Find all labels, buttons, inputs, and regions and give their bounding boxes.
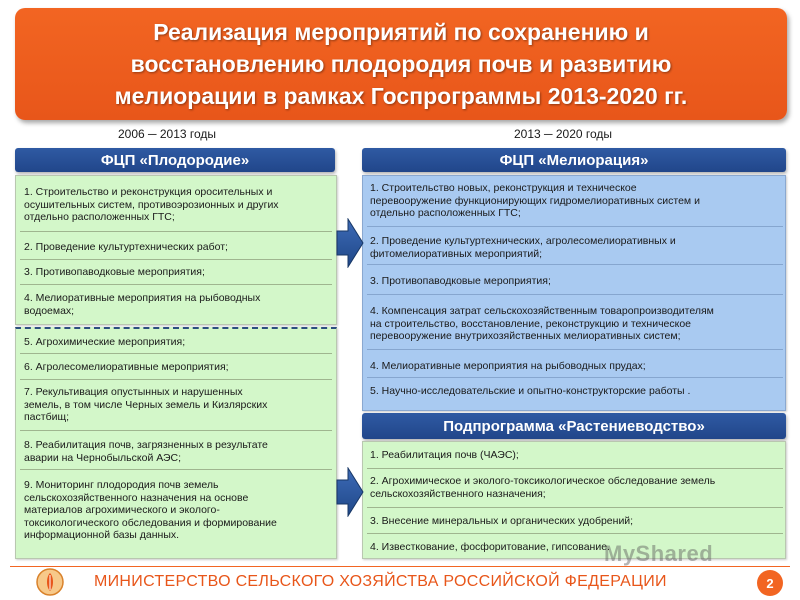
list-item: 9. Мониторинг плодородия почв земель сельскохозяйственного назначения на основе материалов агрохимического и эколого- токсикологического обследования и формирование информационной базы данных. [24,479,277,541]
watermark [604,541,713,567]
list-item: 1. Строительство и реконструкция оросительных и осушительных систем, противоэрозионных и других отдельно расположенных ГТС; [24,186,279,223]
list-item: 3. Противопаводковые мероприятия; [24,266,205,278]
divider [20,469,332,470]
divider [367,294,783,295]
list-item: 3. Противопаводковые мероприятия; [370,275,551,287]
right-program-header [362,148,786,172]
arrow-right-icon [336,218,364,268]
right-program-box [362,175,786,411]
list-item: 6. Агролесомелиоративные мероприятия; [24,361,229,373]
divider [367,377,783,378]
period-right: 2013 ─ 2020 годы [514,127,613,141]
footer-divider [10,566,790,567]
divider [367,533,783,534]
list-item: 4. Мелиоративные мероприятия на рыбоводных водоемах; [24,292,261,317]
divider [20,259,332,260]
title-banner [15,8,787,120]
list-item: 1. Реабилитация почв (ЧАЭС); [370,449,519,461]
arrow-right-icon [336,467,364,517]
ministry-emblem-icon [36,568,64,596]
watermark-text: MyShared [604,541,714,566]
right-program-title: ФЦП «Мелиорация» [499,151,649,169]
left-bottom-box [15,327,337,559]
list-item: 1. Строительство новых, реконструкция и техническое перевооружение функционирующих гидромелиоративных систем и отдельно расположенных ГТС; [370,182,700,219]
list-item: 3. Внесение минеральных и органических удобрений; [370,515,634,527]
left-top-box [15,175,337,325]
list-item: 2. Проведение культуртехнических, агролесомелиоративных и фитомелиоративных мероприятий; [370,235,676,260]
list-item: 5. Научно-исследовательские и опытно-конструкторские работы . [370,385,691,397]
list-item: 2. Агрохимическое и эколого-токсикологическое обследование земель сельскохозяйственного назначения; [370,475,716,500]
subprogram-box [362,441,786,559]
list-item: 4. Известкование, фосфоритование, гипсование. [370,541,610,553]
page-title: Реализация мероприятий по сохранению и восстановлению плодородия почв и развитию мелиорации в рамках Госпрограммы 2013-2020 гг. [114,19,688,109]
subprogram-header [362,413,786,439]
divider [367,226,783,227]
list-item: 7. Рекультивация опустынных и нарушенных земель, в том числе Черных земель и Кизлярских пастбищ; [24,386,268,423]
divider [367,349,783,350]
list-item: 5. Агрохимические мероприятия; [24,336,186,348]
period-left: 2006 ─ 2013 годы [118,127,217,141]
divider [20,379,332,380]
divider [20,430,332,431]
list-item: 4. Компенсация затрат сельскохозяйственным товаропроизводителям на строительство, восстановление, реконструкцию и техническое перевооружение внутрихозяйственных мелиоративных систем; [370,305,714,342]
divider [20,353,332,354]
list-item: 8. Реабилитация почв, загрязненных в результате аварии на Чернобыльской АЭС; [24,439,268,464]
divider [367,507,783,508]
divider [367,264,783,265]
divider [20,231,332,232]
ministry-name: МИНИСТЕРСТВО СЕЛЬСКОГО ХОЗЯЙСТВА РОССИЙСКОЙ ФЕДЕРАЦИИ [94,573,667,590]
list-item: 4. Мелиоративные мероприятия на рыбоводных прудах; [370,360,646,372]
divider [20,284,332,285]
left-program-title: ФЦП «Плодородие» [100,151,250,169]
subprogram-title: Подпрограмма «Растениеводство» [443,417,705,435]
divider [367,468,783,469]
list-item: 2. Проведение культуртехнических работ; [24,241,228,253]
page-number: 2 [757,570,783,596]
left-program-header [15,148,335,172]
